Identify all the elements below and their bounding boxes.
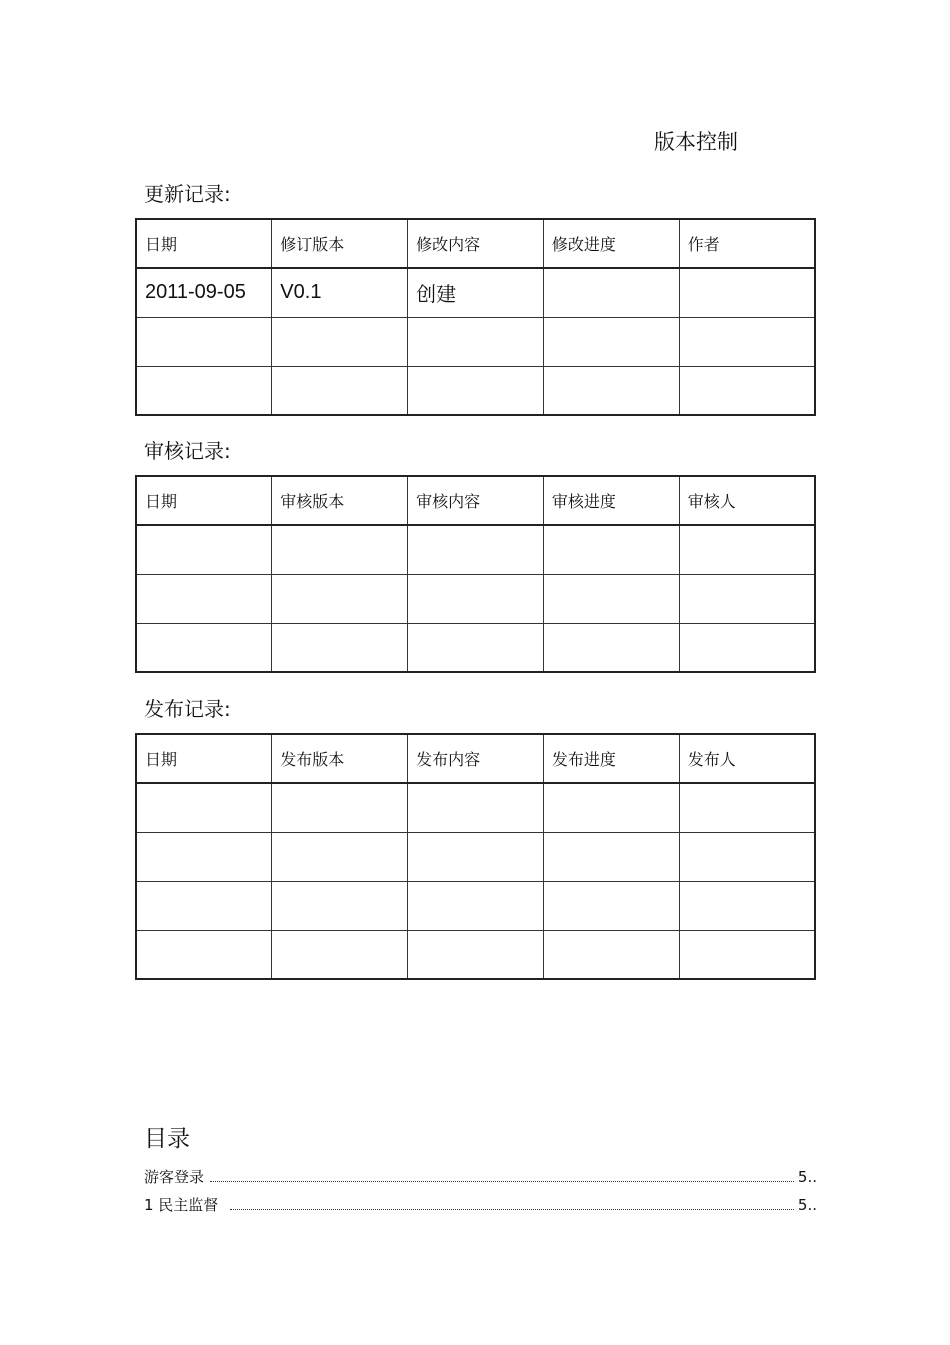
table-cell — [408, 525, 544, 574]
toc-entry[interactable] — [144, 1194, 817, 1215]
header-cell: 作者 — [679, 219, 815, 268]
table-cell: V0.1 — [272, 268, 408, 317]
release-record-table — [135, 733, 816, 980]
header-cell: 日期 — [136, 734, 272, 783]
header-cell: 修改内容 — [408, 219, 544, 268]
table-cell — [543, 366, 679, 415]
table-cell — [543, 832, 679, 881]
toc-entry-text: 1 民主监督 — [144, 1196, 219, 1214]
table-cell — [136, 317, 272, 366]
toc-title: 目录 — [144, 1126, 190, 1152]
table-cell — [272, 832, 408, 881]
table-header-row — [136, 734, 815, 783]
table-header-row — [136, 219, 815, 268]
table-cell — [408, 623, 544, 672]
table-row — [136, 623, 815, 672]
table-cell — [136, 366, 272, 415]
header-cell: 日期 — [136, 219, 272, 268]
table-cell — [408, 366, 544, 415]
table-row — [136, 525, 815, 574]
table-cell — [679, 881, 815, 930]
header-cell: 审核内容 — [408, 476, 544, 525]
table-cell: 2011-09-05 — [136, 268, 272, 317]
table-row — [136, 268, 815, 317]
update-record-label: 更新记录: — [144, 182, 231, 206]
table-cell — [408, 574, 544, 623]
table-cell — [543, 574, 679, 623]
header-cell: 发布内容 — [408, 734, 544, 783]
toc-entry[interactable] — [144, 1166, 817, 1187]
table-row — [136, 317, 815, 366]
table-row — [136, 930, 815, 979]
table-cell — [543, 268, 679, 317]
toc-leader — [210, 1181, 794, 1182]
table-cell — [543, 930, 679, 979]
table-cell — [272, 783, 408, 832]
table-cell — [408, 832, 544, 881]
table-cell — [136, 881, 272, 930]
table-cell — [408, 930, 544, 979]
table-cell — [136, 832, 272, 881]
table-cell — [136, 783, 272, 832]
table-cell — [543, 881, 679, 930]
toc-entry-page: 5.. — [797, 1168, 817, 1186]
table-cell — [543, 623, 679, 672]
table-header-row — [136, 476, 815, 525]
table-row — [136, 783, 815, 832]
table-cell — [679, 317, 815, 366]
table-cell — [679, 366, 815, 415]
table-row — [136, 881, 815, 930]
table-cell — [679, 930, 815, 979]
table-cell — [136, 623, 272, 672]
table-cell — [272, 525, 408, 574]
header-cell: 修订版本 — [272, 219, 408, 268]
table-cell — [679, 268, 815, 317]
toc-entry-text: 游客登录 — [144, 1168, 205, 1186]
doc-title: 版本控制 — [654, 130, 738, 154]
review-record-label: 审核记录: — [144, 439, 231, 463]
review-record-table — [135, 475, 816, 673]
header-cell: 审核版本 — [272, 476, 408, 525]
table-cell — [679, 574, 815, 623]
table-cell — [408, 881, 544, 930]
table-cell — [543, 783, 679, 832]
table-cell — [272, 930, 408, 979]
header-cell: 发布人 — [679, 734, 815, 783]
toc-entry-page: 5.. — [797, 1196, 817, 1214]
table-cell — [679, 525, 815, 574]
table-cell — [272, 366, 408, 415]
table-row — [136, 574, 815, 623]
table-cell — [679, 783, 815, 832]
table-cell: 创建 — [408, 268, 544, 317]
table-cell — [408, 317, 544, 366]
table-cell — [679, 832, 815, 881]
table-cell — [136, 525, 272, 574]
table-cell — [136, 574, 272, 623]
table-cell — [272, 574, 408, 623]
header-cell: 审核人 — [679, 476, 815, 525]
header-cell: 日期 — [136, 476, 272, 525]
table-row — [136, 832, 815, 881]
table-cell — [408, 783, 544, 832]
header-cell: 发布进度 — [543, 734, 679, 783]
header-cell: 审核进度 — [543, 476, 679, 525]
table-row — [136, 366, 815, 415]
header-cell: 发布版本 — [272, 734, 408, 783]
table-cell — [543, 317, 679, 366]
release-record-label: 发布记录: — [144, 697, 231, 721]
table-cell — [272, 317, 408, 366]
table-cell — [679, 623, 815, 672]
header-cell: 修改进度 — [543, 219, 679, 268]
table-cell — [543, 525, 679, 574]
update-record-table — [135, 218, 816, 416]
table-cell — [272, 881, 408, 930]
toc-leader — [230, 1209, 794, 1210]
table-cell — [136, 930, 272, 979]
table-cell — [272, 623, 408, 672]
